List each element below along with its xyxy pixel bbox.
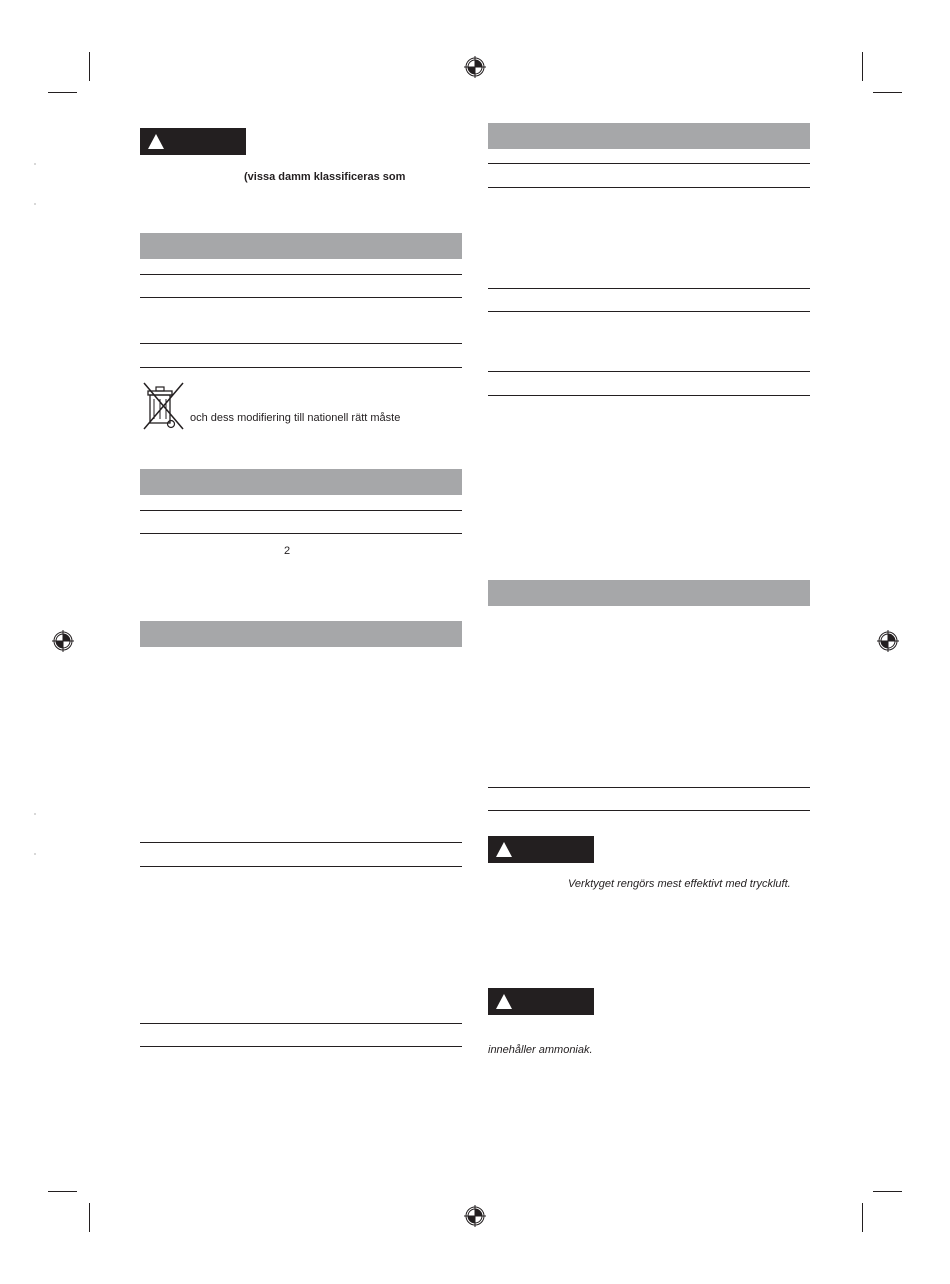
section-header-bar bbox=[488, 123, 810, 149]
table-rule bbox=[140, 533, 462, 534]
crop-mark bbox=[862, 1203, 863, 1232]
table-rule bbox=[140, 343, 462, 344]
crop-mark bbox=[873, 92, 902, 93]
registration-mark-icon bbox=[877, 630, 899, 652]
section-header-bar bbox=[140, 469, 462, 495]
table-rule bbox=[140, 510, 462, 511]
number-text: 2 bbox=[284, 545, 291, 557]
crop-mark bbox=[89, 52, 90, 81]
margin-dot bbox=[34, 163, 36, 165]
table-rule bbox=[140, 842, 462, 843]
table-rule bbox=[488, 311, 810, 312]
ammonia-text: innehåller ammoniak. bbox=[488, 1044, 593, 1056]
crop-mark bbox=[873, 1191, 902, 1192]
table-rule bbox=[140, 866, 462, 867]
crop-mark bbox=[862, 52, 863, 81]
registration-mark-icon bbox=[464, 56, 486, 78]
warning-triangle-icon bbox=[148, 134, 164, 149]
table-rule bbox=[140, 1046, 462, 1047]
crop-mark bbox=[89, 1203, 90, 1232]
weee-text: och dess modifiering till nationell rätt måste bbox=[190, 412, 401, 424]
warning-box bbox=[488, 988, 594, 1015]
table-rule bbox=[140, 297, 462, 298]
warning-triangle-icon bbox=[496, 994, 512, 1009]
table-rule bbox=[488, 163, 810, 164]
section-header-bar bbox=[140, 621, 462, 647]
registration-mark-icon bbox=[52, 630, 74, 652]
table-rule bbox=[488, 395, 810, 396]
table-rule bbox=[488, 288, 810, 289]
margin-dot bbox=[34, 853, 36, 855]
registration-mark-icon bbox=[464, 1205, 486, 1227]
table-rule bbox=[140, 274, 462, 275]
crop-mark bbox=[48, 1191, 77, 1192]
crossed-out-wheelie-bin-icon bbox=[141, 381, 185, 431]
table-rule bbox=[488, 371, 810, 372]
crop-mark bbox=[48, 92, 77, 93]
table-rule bbox=[140, 1023, 462, 1024]
margin-dot bbox=[34, 203, 36, 205]
dust-warning-text: (vissa damm klassificeras som bbox=[244, 171, 406, 183]
table-rule bbox=[488, 810, 810, 811]
section-header-bar bbox=[140, 233, 462, 259]
table-rule bbox=[140, 367, 462, 368]
margin-dot bbox=[34, 813, 36, 815]
warning-box bbox=[140, 128, 246, 155]
warning-triangle-icon bbox=[496, 842, 512, 857]
section-header-bar bbox=[488, 580, 810, 606]
table-rule bbox=[488, 787, 810, 788]
cleaning-text: Verktyget rengörs mest effektivt med tryckluft. bbox=[568, 878, 791, 890]
warning-box bbox=[488, 836, 594, 863]
table-rule bbox=[488, 187, 810, 188]
